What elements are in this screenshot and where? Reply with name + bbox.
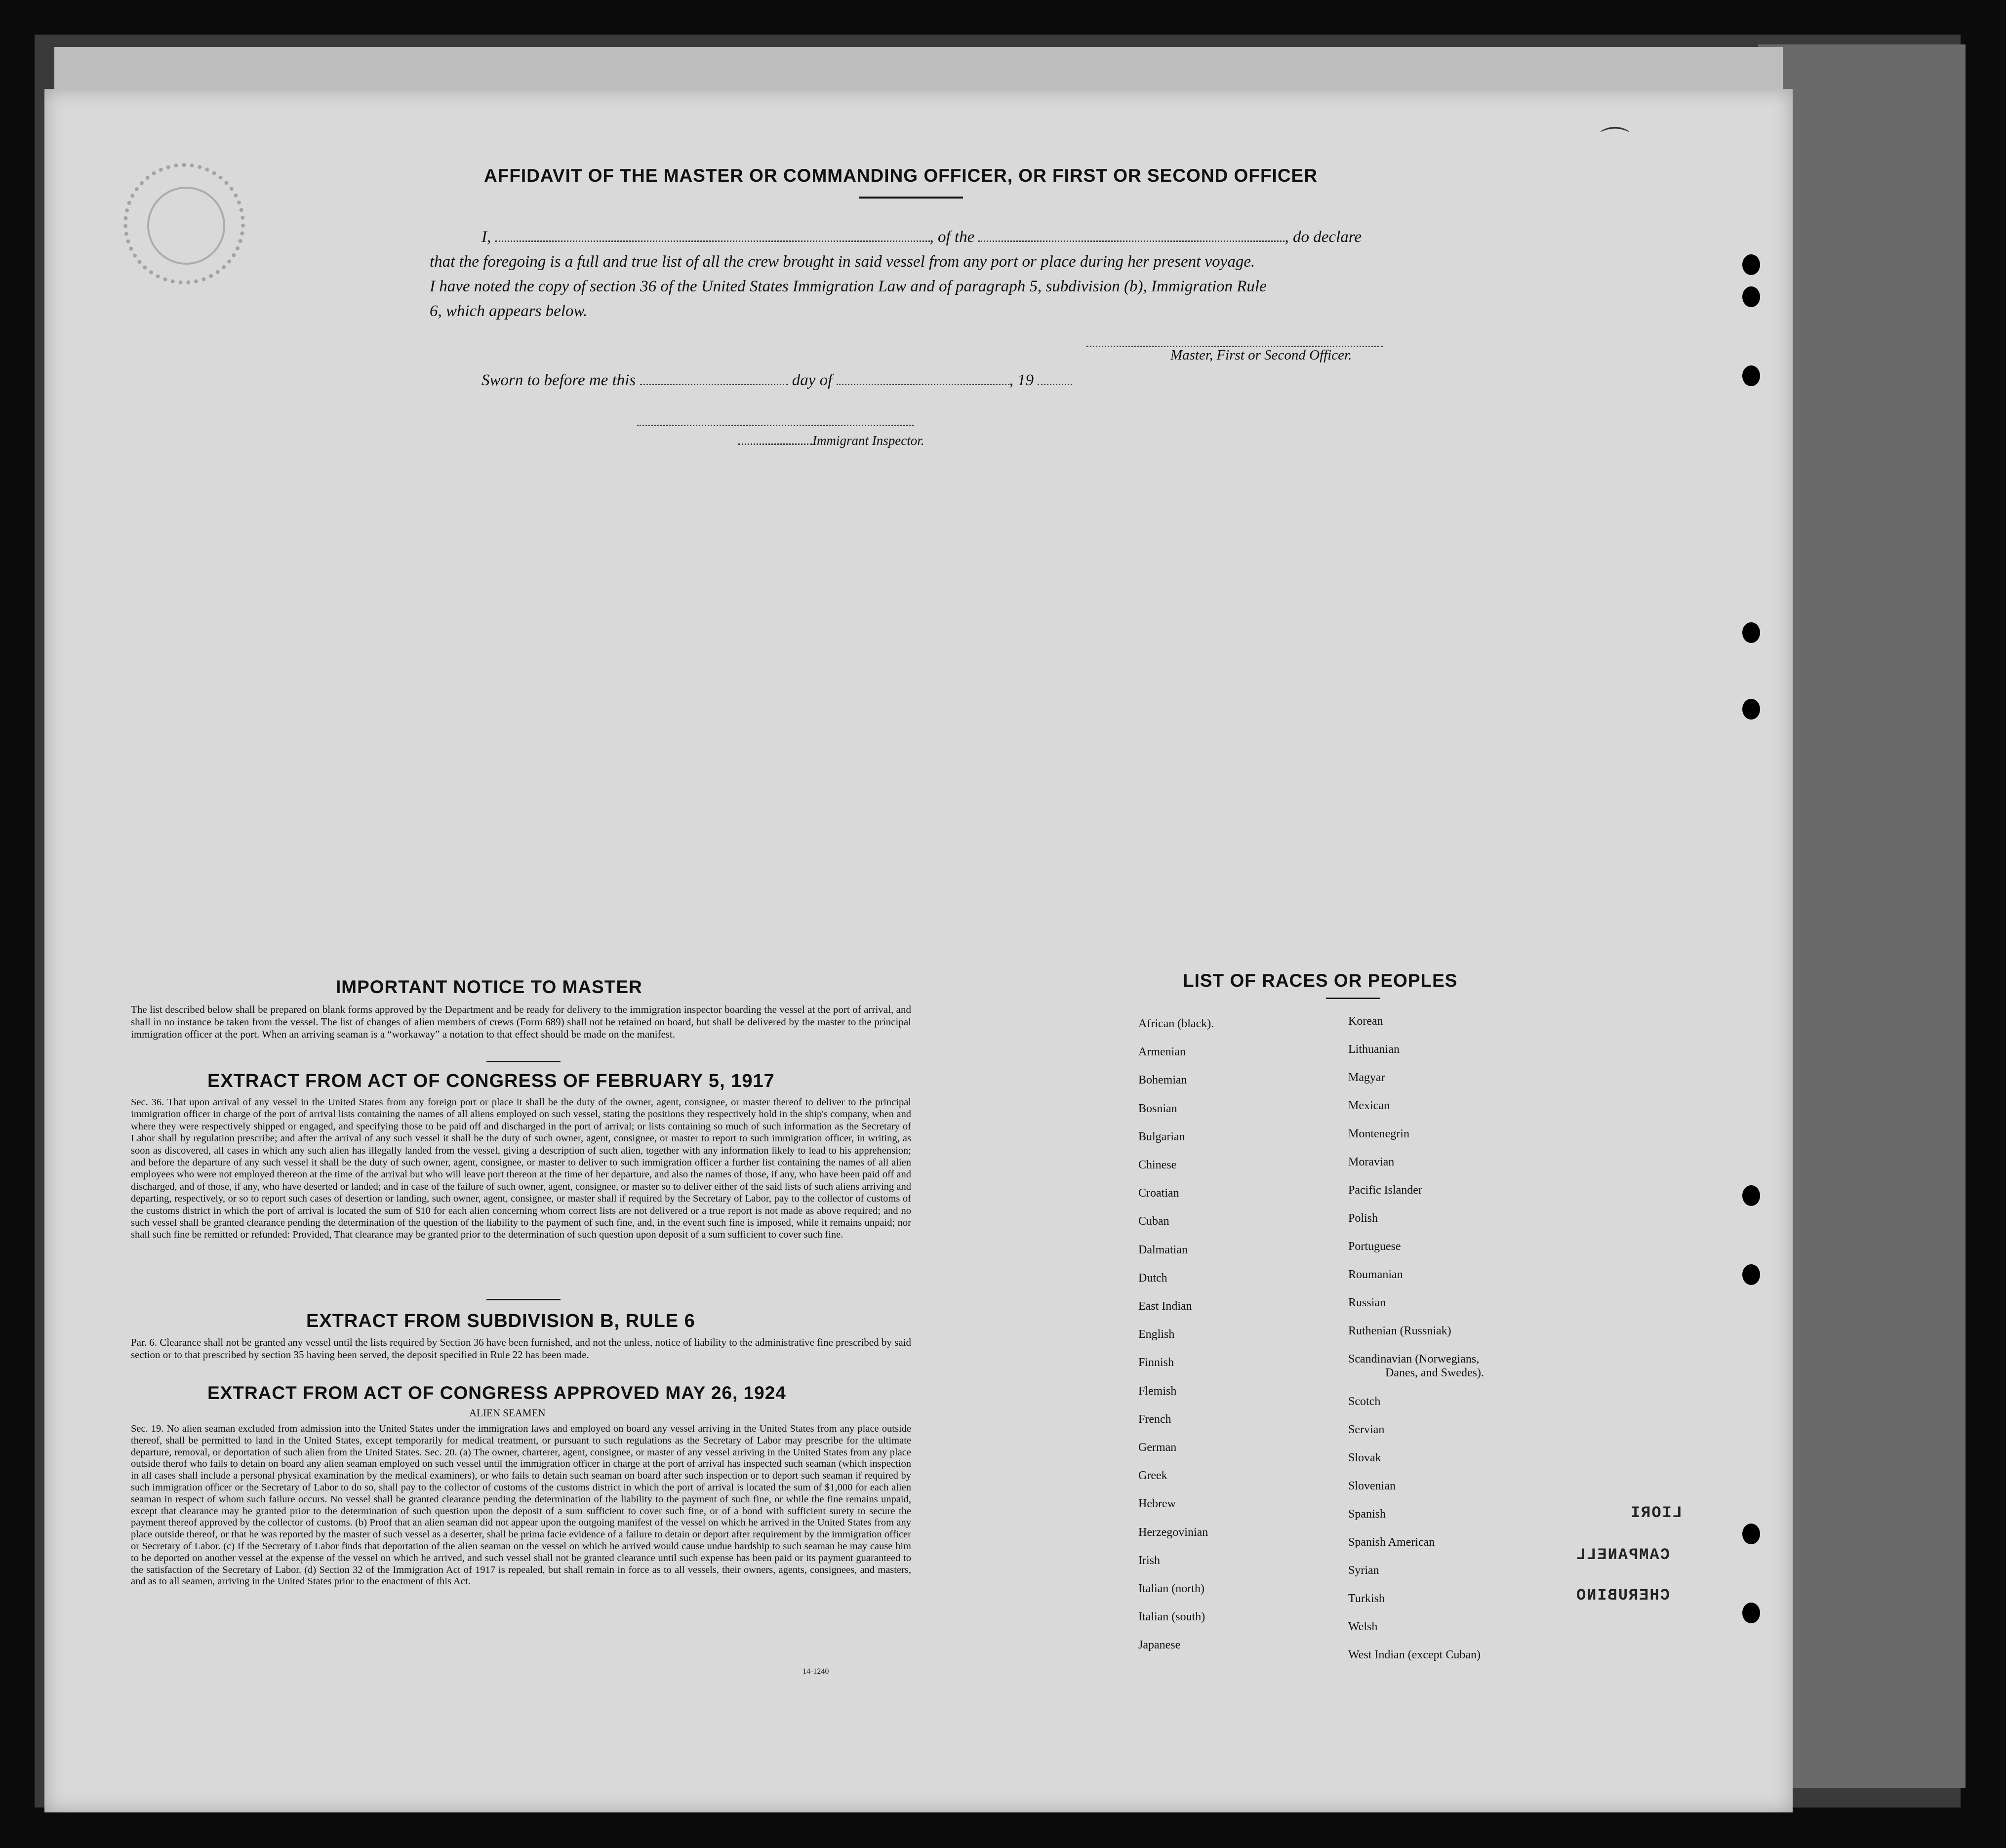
race-item: Mexican [1348, 1099, 1390, 1112]
race-item: Slovenian [1348, 1480, 1396, 1492]
sworn-label: Sworn to before me this [481, 371, 636, 389]
race-item: Croatian [1138, 1187, 1179, 1200]
race-item: Bosnian [1138, 1102, 1177, 1115]
race-item: Spanish American [1348, 1536, 1435, 1549]
title-rule [859, 197, 963, 199]
master-signature-blank[interactable] [1086, 341, 1383, 347]
notice-title: IMPORTANT NOTICE TO MASTER [336, 977, 642, 997]
affidavit-of-the: , of the [929, 228, 975, 246]
extract-1917-title: EXTRACT FROM ACT OF CONGRESS OF FEBRUARY 5, 1917 [207, 1071, 775, 1091]
races-rule [1326, 998, 1380, 999]
race-item: German [1138, 1441, 1177, 1454]
punch-hole-icon [1742, 365, 1760, 386]
race-item: Irish [1138, 1554, 1160, 1567]
race-item: Danes, and Swedes). [1385, 1366, 1484, 1379]
alien-seamen-subtitle: ALIEN SEAMEN [469, 1407, 546, 1419]
race-item: Chinese [1138, 1159, 1177, 1171]
stamp-text: CHERUBINO [1575, 1586, 1670, 1605]
inspector-label [738, 433, 924, 448]
notice-body: The list described below shall be prepared on blank forms approved by the Department and be ready for delivery to the immigration inspector boarding the vessel at the port of arrival, and shall in no instance be taken from the vessel. The list of changes of alien members of crews (Form 689) shall not be retained on board, but shall be delivered by the master to the principal immigration officer at the port. When an arriving seaman is a “workaway” a notation to that effect should be made on the manifest. [131, 1004, 911, 1040]
top-edge-strip [54, 47, 1783, 91]
race-item: French [1138, 1412, 1171, 1426]
race-item: Syrian [1348, 1564, 1379, 1577]
affidavit-line-2: that the foregoing is a full and true list of all the crew brought in said vessel from any port or place during her present voyage. [430, 253, 1255, 271]
punch-hole-icon [1742, 622, 1760, 643]
race-item: Scandinavian (Norwegians, [1348, 1353, 1480, 1366]
race-item: Portuguese [1348, 1240, 1401, 1253]
extract-1924-title: EXTRACT FROM ACT OF CONGRESS APPROVED MAY 26, 1924 [207, 1383, 786, 1403]
sworn-line [481, 371, 1072, 390]
affidavit-line-1 [481, 228, 1362, 246]
race-item: Armenian [1138, 1045, 1186, 1059]
year-label: , 19 [1009, 371, 1034, 389]
race-item: Welsh [1348, 1620, 1378, 1633]
affidavit-line-4: 6, which appears below. [430, 302, 588, 320]
punch-hole-icon [1742, 1185, 1760, 1206]
race-item: Japanese [1138, 1639, 1181, 1652]
stamp-text: CAMPANELL [1575, 1546, 1670, 1564]
race-item: Pacific Islander [1348, 1184, 1422, 1197]
stamp-text: LIORI [1630, 1504, 1683, 1522]
subdivision-body: Par. 6. Clearance shall not be granted any vessel until the lists required by Section 36 have been furnished, and not the unless, notice of liability to the administrative fine prescribed by said section or to that prescribed by section 35 having been served, the deposit specified in Rule 22 has been made. [131, 1336, 911, 1361]
vessel-blank[interactable] [978, 236, 1284, 242]
race-item: Ruthenian (Russniak) [1348, 1325, 1451, 1337]
race-item: Korean [1348, 1015, 1383, 1028]
affidavit-title: AFFIDAVIT OF THE MASTER OR COMMANDING OFFICER, OR FIRST OR SECOND OFFICER [484, 165, 1318, 186]
race-item: West Indian (except Cuban) [1348, 1648, 1481, 1661]
affidavit-line-3: I have noted the copy of section 36 of the United States Immigration Law and of paragraph 5, subdivision (b), Immigration Rule [430, 278, 1267, 295]
punch-hole-icon [1742, 1603, 1760, 1623]
inspector-signature-blank[interactable] [637, 420, 914, 426]
race-item: Bulgarian [1138, 1130, 1185, 1143]
form-number: 14-1240 [802, 1667, 829, 1676]
punch-hole-icon [1742, 699, 1760, 720]
section-rule [486, 1299, 561, 1300]
section-rule [486, 1061, 561, 1062]
pencil-mark: ⌒ [1600, 125, 1630, 160]
race-item: Finnish [1138, 1356, 1174, 1369]
race-item: African (black). [1138, 1017, 1214, 1030]
race-item: Lithuanian [1348, 1043, 1400, 1056]
day-of-label: day of [792, 371, 833, 389]
race-item: East Indian [1138, 1300, 1192, 1313]
race-item: Scotch [1348, 1395, 1381, 1408]
race-item: Moravian [1348, 1156, 1395, 1168]
race-item: Slovak [1348, 1451, 1381, 1464]
race-item: Cuban [1138, 1215, 1169, 1228]
race-item: Montenegrin [1348, 1127, 1409, 1140]
race-item: Polish [1348, 1212, 1378, 1225]
race-item: Italian (north) [1138, 1582, 1204, 1595]
punch-hole-icon [1742, 286, 1760, 307]
race-item: Servian [1348, 1423, 1385, 1436]
sworn-year-blank[interactable] [1038, 379, 1072, 385]
sworn-day-blank[interactable] [640, 379, 788, 385]
affidavit-i: I, [481, 228, 491, 246]
race-item: English [1138, 1328, 1175, 1341]
embossed-seal-icon [123, 163, 245, 284]
race-item: Greek [1138, 1469, 1167, 1483]
sworn-month-blank[interactable] [837, 379, 1009, 385]
punch-hole-icon [1742, 1264, 1760, 1285]
name-blank[interactable] [495, 236, 930, 242]
subdivision-title: EXTRACT FROM SUBDIVISION B, RULE 6 [306, 1311, 695, 1331]
race-item: Magyar [1348, 1071, 1385, 1084]
race-item: Dutch [1138, 1271, 1167, 1285]
extract-1924-body: Sec. 19. No alien seaman excluded from admission into the United States under the immigration laws and employed on board any vessel arriving in the United States from any place outside thereof, shall be permitted to land in the United States, except temporarily for medical treatment, or pursuant to such regulations as the Secretary of Labor may prescribe for the ultimate departure, removal, or deportation of such alien from the United States. Sec. 20. (a) The owner, charterer, agent, consignee, or master of any vessel arriving in the United States from any place outside therof who fails to detain on board any alien seaman employed on such vessel until the immigration officer in charge at the port of arrival has inspected such seaman (which inspection in all cases shall include a personal physical examination by the medical examiners), or who fails to detain such seaman on board after such inspection or to deport such seaman if required by such immigration officer or the Secretary of Labor to do so, shall pay to the collector of customs of the customs district in which the port of arrival is located the sum of $1,000 for each alien seaman in respect of whom such failure occurs. No vessel shall be granted clearance pending the determination of the liability to the payment of such fine, or while the fine remains unpaid, except that clearance may be granted prior to the determination of such question upon the deposit of a sum sufficient to cover such fine, or of a bond with sufficient surety to secure the payment thereof approved by the collector of customs. (b) Proof that an alien seaman did not appear upon the outgoing manifest of the vessel on which he arrived in the United States from any place outside thereof, or that he was reported by the master of such vessel as a deserter, shall be prima facie evidence of a failure to detain or deport after requirement by the immigration officer or Secretary of Labor. (c) If the Secretary of Labor finds that deportation of the alien seaman on the vessel on which he arrived would cause undue hardship to such seaman he may cause him to be deported on another vessel at the expense of the vessel on which he arrived, and such vessel shall not be granted clearance until such expense has been paid or its payment guaranteed to the satisfaction of the Secretary of Labor. (d) Section 32 of the Immigration Act of 1917 is repealed, but shall remain in force as to all vessels, their owners, agents, consignees, and masters, and as to all seamen, arriving in the United States prior to the enactment of this Act. [131, 1423, 911, 1587]
race-item: Flemish [1138, 1384, 1177, 1398]
inspector-text: Immigrant Inspector. [812, 433, 924, 448]
race-item: Hebrew [1138, 1497, 1176, 1511]
affidavit-declare: , do declare [1284, 228, 1362, 246]
race-item: Russian [1348, 1296, 1386, 1309]
race-item: Roumanian [1348, 1268, 1403, 1281]
races-title: LIST OF RACES OR PEOPLES [1183, 970, 1458, 991]
race-item: Dalmatian [1138, 1243, 1188, 1256]
race-item: Turkish [1348, 1592, 1385, 1605]
race-item: Italian (south) [1138, 1610, 1205, 1624]
punch-hole-icon [1742, 1524, 1760, 1544]
race-item: Herzegovinian [1138, 1526, 1208, 1539]
race-item: Bohemian [1138, 1074, 1187, 1087]
punch-hole-icon [1742, 254, 1760, 275]
master-signature-label: Master, First or Second Officer. [1170, 347, 1352, 363]
race-item: Spanish [1348, 1508, 1386, 1521]
extract-1917-body: Sec. 36. That upon arrival of any vessel in the United States from any foreign port or place it shall be the duty of the owner, agent, consignee, or master thereof to deliver to the principal immigration officer in charge of the port of arrival lists containing the names of all aliens employed on such vessel, stating the positions they respectively hold in the ship's company, when and where they were respectively shipped or engaged, and specifying those to be paid off and discharged in the port of arrival; or lists containing so much of such information as the Secretary of Labor shall by regulation prescribe; and after the arrival of any such vessel it shall be the duty of such owner, agent, consignee, or master to report to such immigration officer, in writing, as soon as discovered, all cases in which any such alien has illegally landed from the vessel, giving a description of such alien, together with any information likely to lead to his apprehension; and before the departure of any such vessel it shall be the duty of such owner, agent, consignee, or master to deliver to such immigration officer a further list containing the names of all alien employees who were not employed thereon at the time of the arrival but who will leave port thereon at the time of her departure, and also the names of those, if any, who have been paid off and discharged, and of those, if any, who have deserted or landed; and in case of the failure of such owner, agent, consignee, or master so to deliver either of the said lists of such aliens arriving and departing, respectively, or so to report such cases of desertion or landing, such owner, agent, consignee, or master shall if required by the Secretary of Labor, pay to the collector of customs of the customs district in which the port of arrival is located the sum of $10 for each alien concerning whom correct lists are not delivered or a true report is not made as above required; and no such vessel shall be granted clearance pending the determination of the question of the liability to the payment of such fine, and, in the event such fine is imposed, while it remains unpaid; nor shall such fine be remitted or refunded: Provided, That clearance may be granted prior to the determination of such question upon deposit of a sum sufficient to cover such fine. [131, 1097, 911, 1241]
